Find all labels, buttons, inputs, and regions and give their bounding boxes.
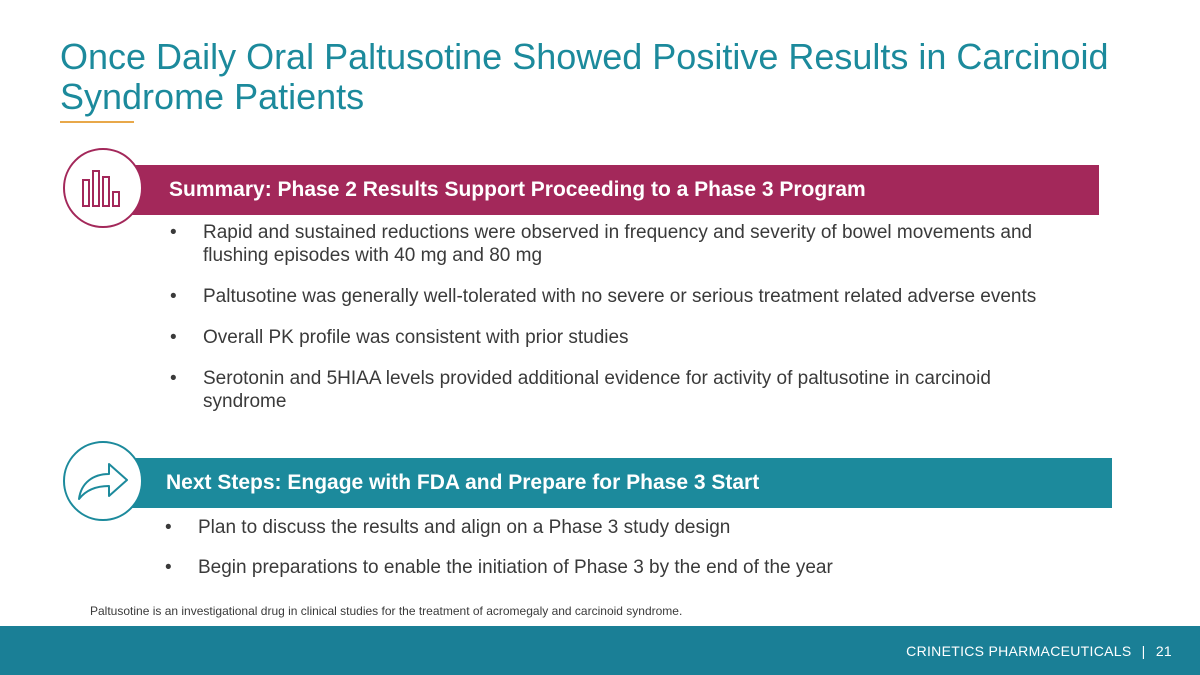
summary-banner [100,165,1099,215]
footer-separator: | [1141,643,1146,659]
summary-bullet: • Overall PK profile was consistent with prior studies [170,326,1070,349]
summary-bullet: • Rapid and sustained reductions were observed in frequency and severity of bowel movements and flushing episodes with 40 mg and 80 mg [170,221,1070,267]
forward-arrow-icon [63,441,143,521]
summary-heading: Summary: Phase 2 Results Support Proceeding to a Phase 3 Program [169,178,866,201]
next-steps-bullet: • Begin preparations to enable the initiation of Phase 3 by the end of the year [165,556,1065,579]
summary-bullet: • Paltusotine was generally well-tolerated with no severe or serious treatment related adverse events [170,285,1070,308]
summary-bullet-list [170,221,1070,431]
footer-bar [0,626,1200,675]
footnote: Paltusotine is an investigational drug in clinical studies for the treatment of acromegaly and carcinoid syndrome. [90,604,683,618]
next-steps-bullet: • Plan to discuss the results and align on a Phase 3 study design [165,516,1065,539]
page-number: 21 [1155,643,1172,659]
next-steps-heading: Next Steps: Engage with FDA and Prepare for Phase 3 Start [166,471,760,494]
next-steps-bullet-list [165,516,1065,596]
company-name: CRINETICS PHARMACEUTICALS [906,643,1132,659]
next-steps-banner [100,458,1112,508]
summary-bullet: • Serotonin and 5HIAA levels provided additional evidence for activity of paltusotine in carcinoid syndrome [170,367,1070,413]
footer-text [906,643,1172,659]
slide-title: Once Daily Oral Paltusotine Showed Positive Results in Carcinoid Syndrome Patients [60,36,1109,117]
title-underline [60,121,134,123]
bar-chart-icon [63,148,143,228]
